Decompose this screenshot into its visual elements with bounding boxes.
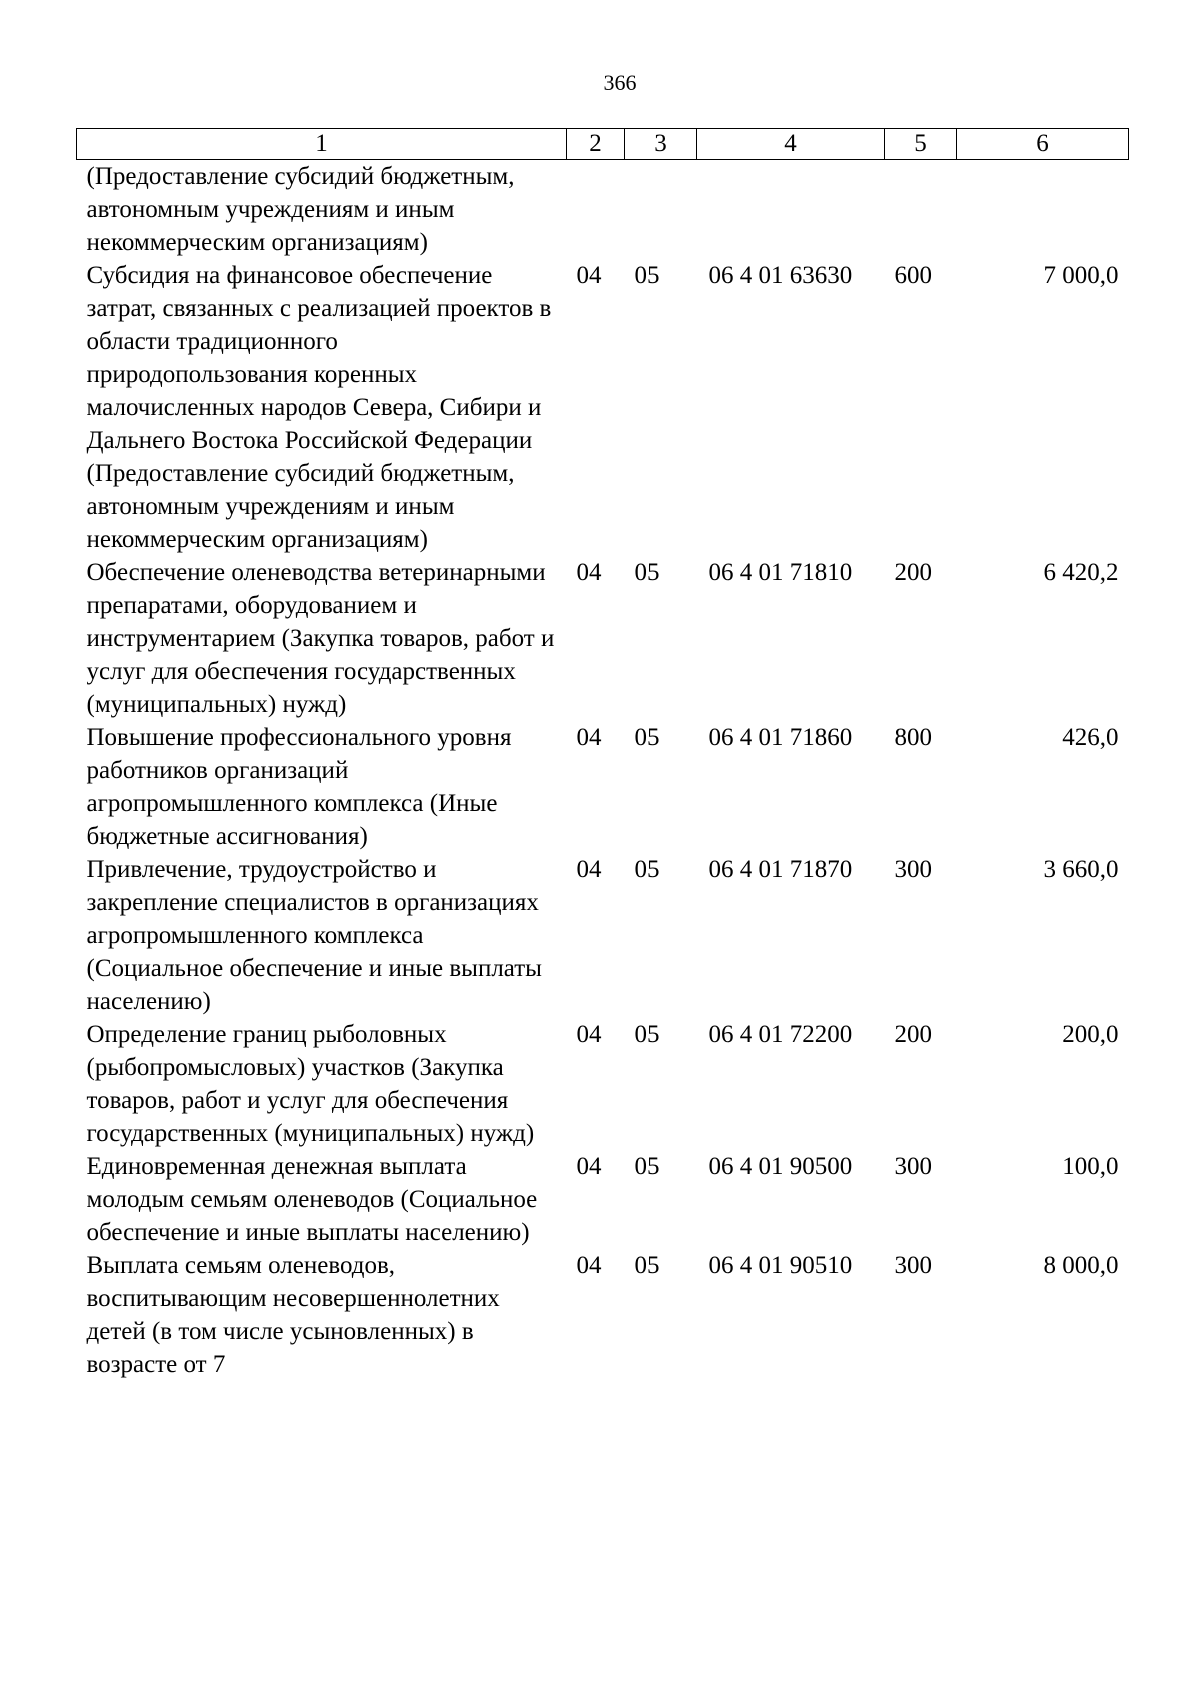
header-col-1: 1 <box>77 129 567 160</box>
row-section: 04 <box>576 1021 602 1048</box>
row-amount <box>957 160 1129 260</box>
row-subsection: 05 <box>634 1252 660 1279</box>
row-description: Единовременная денежная выплата молодым семьям оленеводов (Социальное обеспечение и иные выплаты населению) <box>86 1153 538 1246</box>
row-description: (Предоставление субсидий бюджетным, автономным учреждениям и иным некоммерческим организациям) <box>86 163 515 256</box>
table-row <box>77 853 1129 1018</box>
row-amount: 426,0 <box>1062 724 1119 751</box>
row-section: 04 <box>576 1153 602 1180</box>
header-col-4: 4 <box>697 129 885 160</box>
table-row <box>77 1018 1129 1150</box>
row-target-code: 06 4 01 71870 <box>708 856 853 883</box>
row-section <box>567 160 625 260</box>
row-amount: 8 000,0 <box>1043 1252 1119 1279</box>
row-target-code: 06 4 01 71860 <box>708 724 853 751</box>
row-description: Привлечение, трудоустройство и закрепление специалистов в организациях агропромышленного комплекса (Социальное обеспечение и иные выплаты населению) <box>86 856 542 1015</box>
row-subsection: 05 <box>634 1021 660 1048</box>
table-row <box>77 160 1129 260</box>
row-target-code: 06 4 01 71810 <box>708 559 853 586</box>
header-col-6: 6 <box>957 129 1129 160</box>
row-expense-type: 300 <box>894 1153 932 1180</box>
row-description: Повышение профессионального уровня работников организаций агропромышленного комплекса (Иные бюджетные ассигнования) <box>86 724 512 850</box>
row-expense-type: 200 <box>894 1021 932 1048</box>
row-section: 04 <box>576 559 602 586</box>
budget-table <box>76 128 1129 1381</box>
table-header <box>77 129 1129 160</box>
table-row <box>77 259 1129 556</box>
row-target-code: 06 4 01 63630 <box>708 262 853 289</box>
row-expense-type: 800 <box>894 724 932 751</box>
row-expense-type: 600 <box>894 262 932 289</box>
table-row <box>77 1150 1129 1249</box>
row-expense-type <box>885 160 957 260</box>
header-col-2: 2 <box>567 129 625 160</box>
row-target-code <box>697 160 885 260</box>
row-description: Выплата семьям оленеводов, воспитывающим несовершеннолетних детей (в том числе усыновленных) в возрасте от 7 <box>86 1252 500 1378</box>
row-section: 04 <box>576 262 602 289</box>
row-expense-type: 200 <box>894 559 932 586</box>
row-section: 04 <box>576 856 602 883</box>
row-subsection: 05 <box>634 724 660 751</box>
table-row <box>77 1249 1129 1381</box>
row-description: Определение границ рыболовных (рыбопромысловых) участков (Закупка товаров, работ и услуг для обеспечения государственных (муниципальных) нужд) <box>86 1021 535 1147</box>
row-description: Обеспечение оленеводства ветеринарными препаратами, оборудованием и инструментарием (Закупка товаров, работ и услуг для обеспечения государственных (муниципальных) нужд) <box>86 559 555 718</box>
row-amount: 6 420,2 <box>1043 559 1119 586</box>
row-amount: 7 000,0 <box>1043 262 1119 289</box>
page-number: 366 <box>603 70 637 95</box>
table-body <box>77 160 1129 1382</box>
row-amount: 100,0 <box>1062 1153 1119 1180</box>
row-amount: 200,0 <box>1062 1021 1119 1048</box>
row-expense-type: 300 <box>894 1252 932 1279</box>
table-row <box>77 556 1129 721</box>
row-subsection <box>625 160 697 260</box>
header-row <box>77 129 1129 160</box>
header-col-3: 3 <box>625 129 697 160</box>
row-subsection: 05 <box>634 856 660 883</box>
row-section: 04 <box>576 724 602 751</box>
row-description: Субсидия на финансовое обеспечение затрат, связанных с реализацией проектов в области традиционного природопользования коренных малочисленных народов Севера, Сибири и Дальнего Востока Российской Федерации (Предоставление субсидий бюджетным, автономным учреждениям и иным некоммерческим организациям) <box>86 262 552 553</box>
header-col-5: 5 <box>885 129 957 160</box>
row-subsection: 05 <box>634 559 660 586</box>
row-amount: 3 660,0 <box>1043 856 1119 883</box>
row-subsection: 05 <box>634 262 660 289</box>
row-subsection: 05 <box>634 1153 660 1180</box>
row-target-code: 06 4 01 90510 <box>708 1252 853 1279</box>
row-target-code: 06 4 01 72200 <box>708 1021 853 1048</box>
row-section: 04 <box>576 1252 602 1279</box>
row-target-code: 06 4 01 90500 <box>708 1153 853 1180</box>
table-row <box>77 721 1129 853</box>
row-expense-type: 300 <box>894 856 932 883</box>
